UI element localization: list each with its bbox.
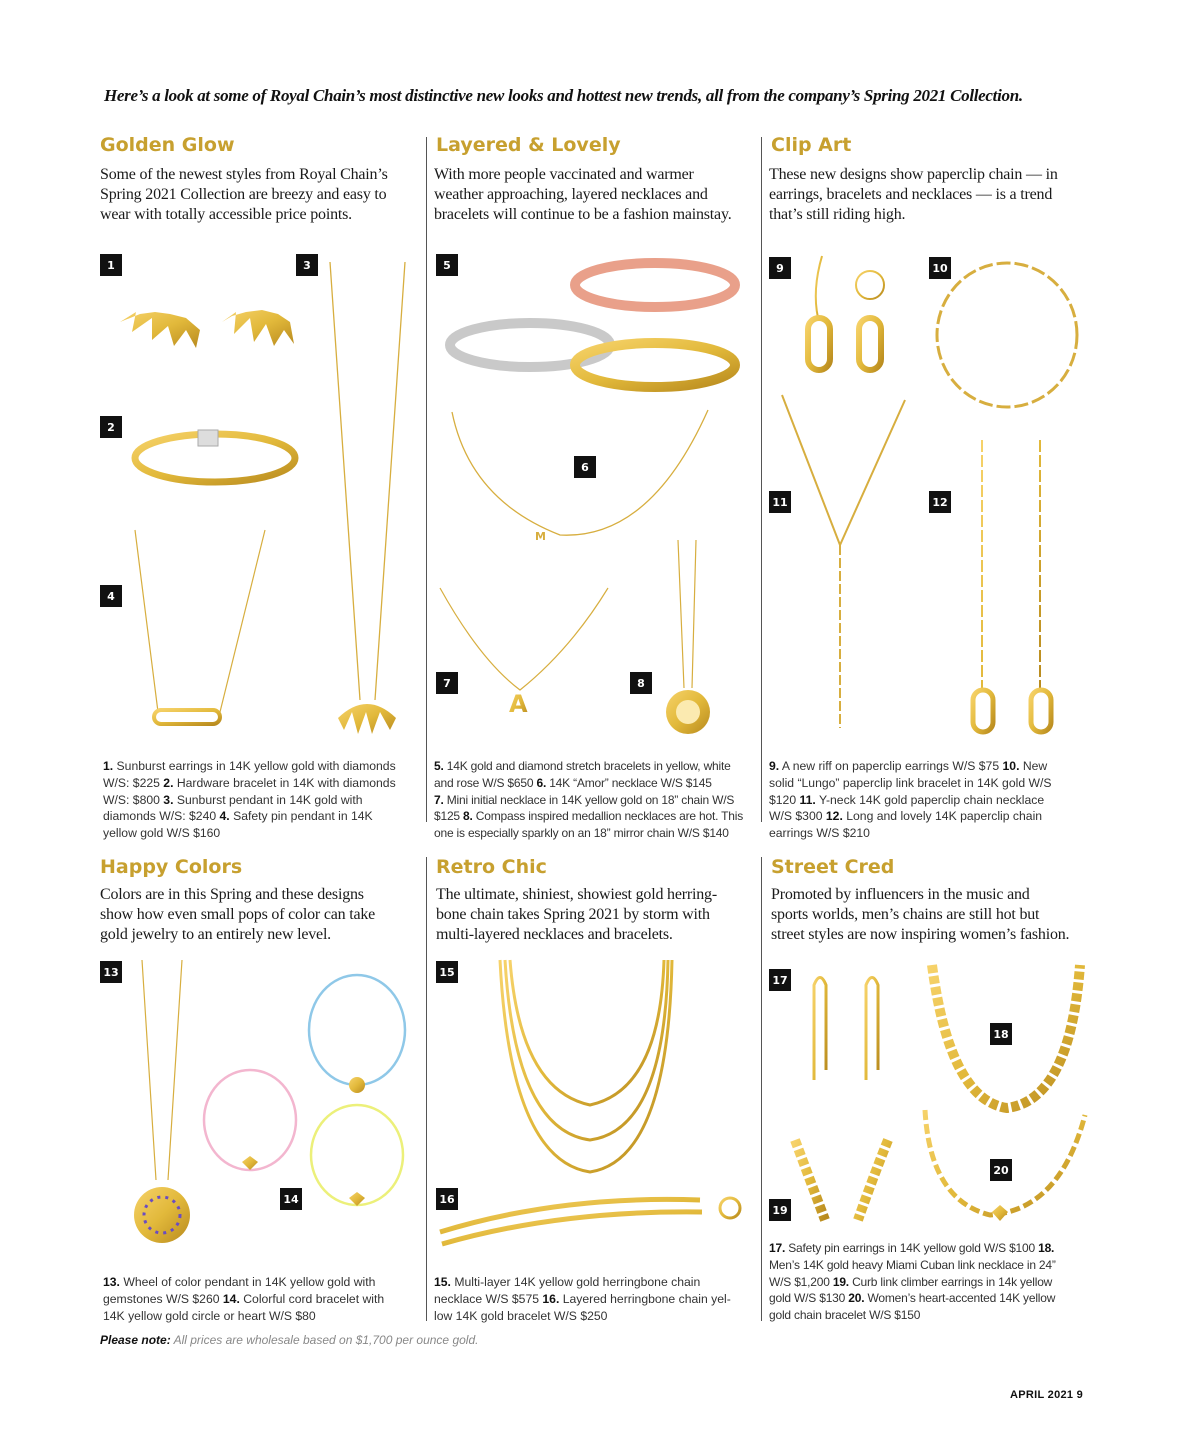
svg-text:M: M xyxy=(535,530,546,543)
body-line: that’s still riding high. xyxy=(769,206,906,223)
hardware-bracelet-image xyxy=(135,430,295,482)
price-note-label: Please note: xyxy=(100,1333,171,1347)
item-badge-19: 19 xyxy=(769,1199,791,1221)
section-title-street-cred: Street Cred xyxy=(771,856,895,878)
herringbone-necklace-image xyxy=(500,960,672,1172)
body-line: Promoted by influencers in the music and xyxy=(771,886,1030,903)
item-badge-20: 20 xyxy=(990,1159,1012,1181)
paperclip-earrings-image xyxy=(808,256,884,370)
safety-pin-pendant-image xyxy=(135,530,265,724)
item-badge-3: 3 xyxy=(296,254,318,276)
body-line: bone chain takes Spring 2021 by storm with xyxy=(436,906,710,923)
section-title-happy-colors: Happy Colors xyxy=(100,856,243,878)
item-badge-8: 8 xyxy=(630,672,652,694)
item-badge-14: 14 xyxy=(280,1188,302,1210)
intro-text: Here’s a look at some of Royal Chain’s most distinctive new looks and hottest new trends, all from the company’s Spring 2021 Collection. xyxy=(104,86,1023,105)
caption-layered-lovely: 5. 14K gold and diamond stretch bracelets in yellow, white and rose W/S $650 6. 14K “Amor” necklace W/S $145 7. Mini initial necklace in 14K yellow gold on 18” chain W/S $125 8. Compass inspired medallion necklaces are hot. This one is especially sparkly on an 18” mirror chain W/S $140 xyxy=(434,759,744,841)
item-badge-13: 13 xyxy=(100,961,122,983)
body-line: These new designs show paperclip chain — in xyxy=(769,166,1058,183)
caption-happy-colors: 13. Wheel of color pendant in 14K yellow gold with gemstones W/S $260 14. Colorful cord bracelet with 14K yellow gold circle or heart W/S $80 xyxy=(103,1275,385,1323)
caption-clip-art: 9. A new riff on paperclip earrings W/S $75 10. New solid “Lungo” paperclip link bracelet in 14K gold W/S $120 11. Y-neck 14K gold paperclip chain necklace W/S $300 12. Long and lovely 14K paperclip chain earrings W/S $210 xyxy=(769,759,1052,841)
item-badge-10: 10 xyxy=(929,257,951,279)
page-folio: APRIL 2021 9 xyxy=(1010,1389,1084,1401)
caption-street-cred: 17. Safety pin earrings in 14K yellow gold W/S $100 18. Men’s 14K gold heavy Miami Cuban link necklace in 24” W/S $1,200 19. Curb link climber earrings in 14k yellow gold W/S $130 20. Women’s heart-accented 14K yellow gold chain bracelet W/S $150 xyxy=(769,1241,1056,1323)
item-badge-12: 12 xyxy=(929,491,951,513)
body-line: Spring 2021 Collection are breezy and easy to xyxy=(100,186,387,203)
initial-necklace-image xyxy=(440,588,608,718)
item-badge-4: 4 xyxy=(100,585,122,607)
body-line: sports worlds, men’s chains are still hot but xyxy=(771,906,1040,923)
y-neck-necklace-image xyxy=(782,395,905,728)
paperclip-bracelet-image xyxy=(937,263,1077,407)
item-badge-7: 7 xyxy=(436,672,458,694)
item-badge-16: 16 xyxy=(436,1188,458,1210)
body-line: Colors are in this Spring and these designs xyxy=(100,886,364,903)
item-badge-5: 5 xyxy=(436,254,458,276)
herringbone-bracelet-image xyxy=(440,1198,740,1244)
item-badge-2: 2 xyxy=(100,416,122,438)
body-line: street styles are now inspiring women’s fashion. xyxy=(771,926,1070,943)
body-line: multi-layered necklaces and bracelets. xyxy=(436,926,673,943)
item-badge-6: 6 xyxy=(574,456,596,478)
safety-pin-earrings-image xyxy=(814,978,878,1081)
caption-golden-glow: 1. Sunburst earrings in 14K yellow gold with diamonds W/S: $225 2. Hardware bracelet in 14K with diamonds W/S: $800 3. Sunburst pendant in 14K gold with diamonds W/S: $240 4. Safety pin pendant in 14K yellow gold W/S $160 xyxy=(103,759,396,841)
sunburst-pendant-image xyxy=(330,262,405,734)
item-badge-18: 18 xyxy=(990,1023,1012,1045)
body-line: With more people vaccinated and warmer xyxy=(434,166,694,183)
section-title-golden-glow: Golden Glow xyxy=(100,134,235,156)
sunburst-earrings-image xyxy=(120,310,294,348)
body-line: The ultimate, shiniest, showiest gold herring- xyxy=(436,886,717,903)
compass-medallion-image xyxy=(666,540,710,734)
price-note-text: All prices are wholesale based on $1,700 per ounce gold. xyxy=(170,1333,479,1347)
body-line: wear with totally accessible price points. xyxy=(100,206,352,223)
curb-climber-earrings-image xyxy=(795,1140,888,1220)
body-line: gold jewelry to an entirely new level. xyxy=(100,926,331,943)
item-badge-11: 11 xyxy=(769,491,791,513)
item-badge-15: 15 xyxy=(436,961,458,983)
paperclip-chain-earrings-image xyxy=(973,440,1051,732)
item-badge-17: 17 xyxy=(769,969,791,991)
price-note xyxy=(100,1333,478,1347)
section-title-retro-chic: Retro Chic xyxy=(436,856,547,878)
cord-bracelets-image xyxy=(204,975,405,1206)
body-line: earrings, bracelets and necklaces — is a trend xyxy=(769,186,1053,203)
stretch-bracelets-image xyxy=(450,263,735,387)
body-line: Some of the newest styles from Royal Chain’s xyxy=(100,166,388,183)
body-line: show how even small pops of color can take xyxy=(100,906,376,923)
section-title-layered-lovely: Layered & Lovely xyxy=(436,134,621,156)
body-line: weather approaching, layered necklaces and xyxy=(434,186,708,203)
body-line: bracelets will continue to be a fashion mainstay. xyxy=(434,206,732,223)
item-badge-9: 9 xyxy=(769,257,791,279)
svg-text:A: A xyxy=(509,690,528,718)
caption-retro-chic: 15. Multi-layer 14K yellow gold herringbone chain necklace W/S $575 16. Layered herringbone chain yel- low 14K gold bracelet W/S $250 xyxy=(434,1275,731,1323)
wheel-of-color-pendant-image xyxy=(134,960,190,1243)
item-badge-1: 1 xyxy=(100,254,122,276)
section-title-clip-art: Clip Art xyxy=(771,134,852,156)
